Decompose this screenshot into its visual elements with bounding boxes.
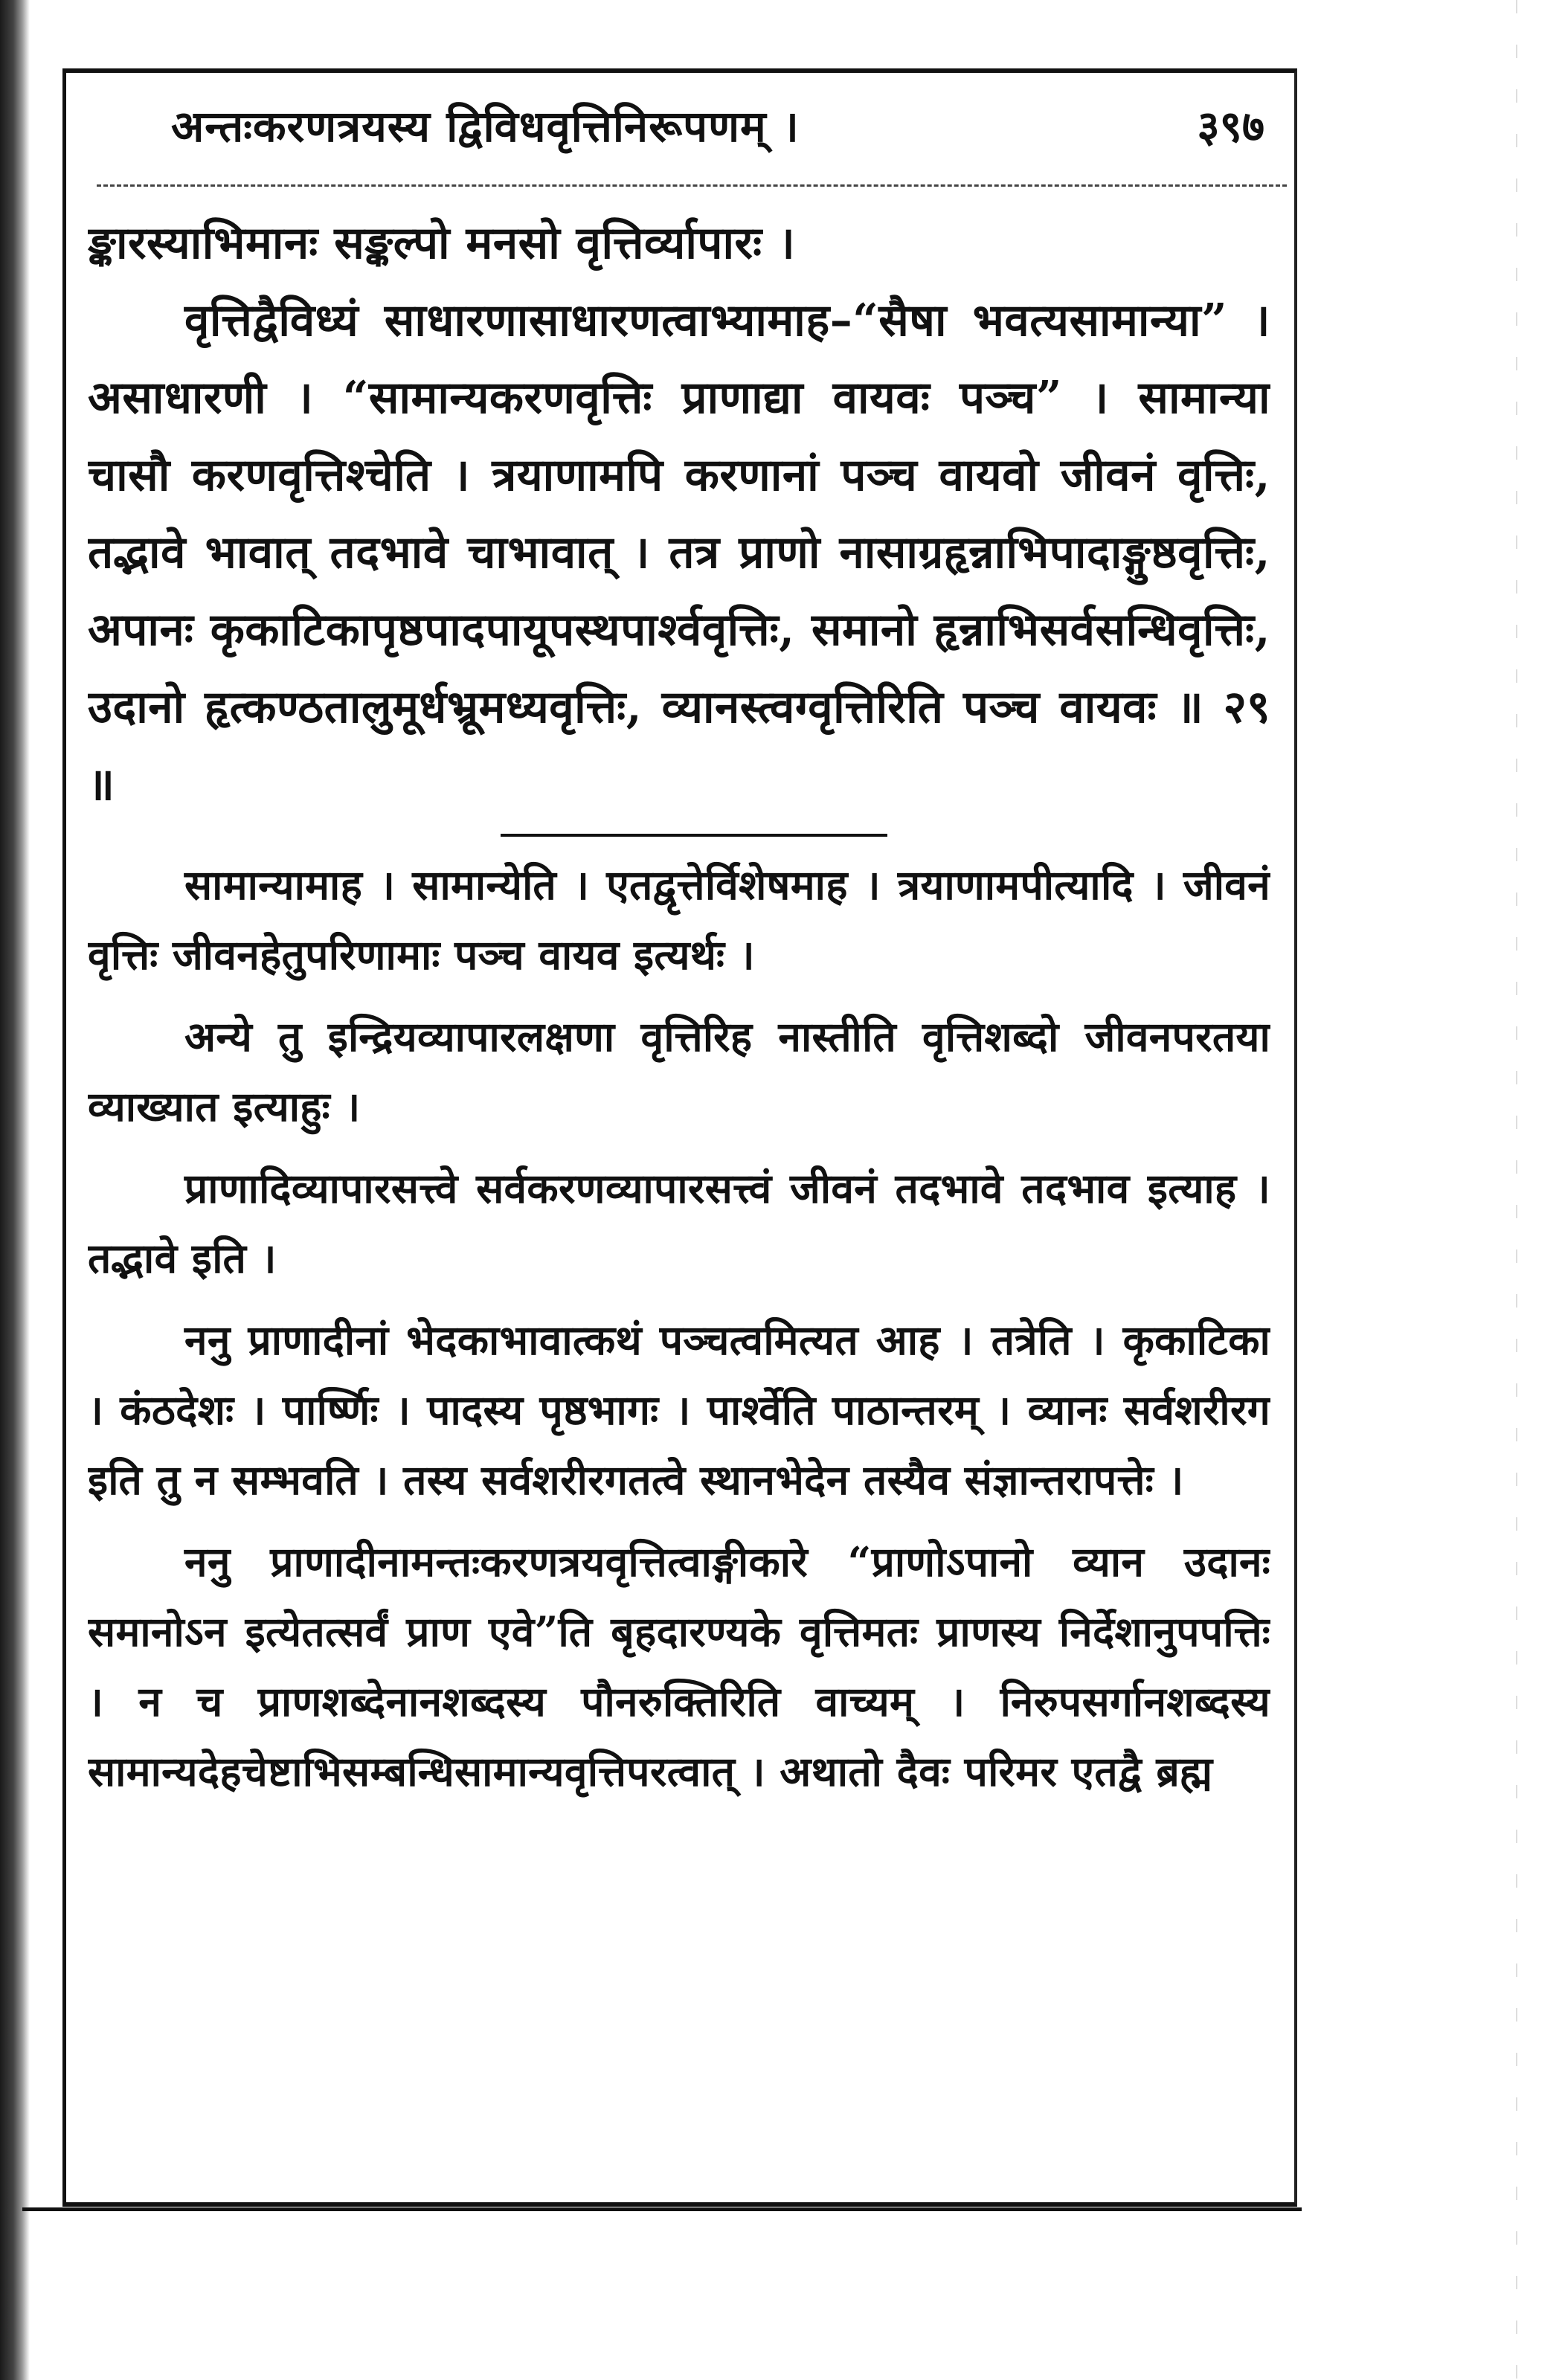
verse-line: वृत्तिद्वैविध्यं साधारणासाधारणत्वाभ्यामाह–“सैषा भवत्यसामान्या” । असाधारणी । “सामान्यकरणवृत्तिः प्राणाद्या वायवः पञ्च” । सामान्या चासौ करणवृत्तिश्चेति । त्रयाणामपि करणानां पञ्च वायवो जीवनं वृत्तिः, तद्भावे भावात् तदभावे चाभावात् । तत्र प्राणो नासाग्रहृन्नाभिपादाङ्गुष्ठवृत्तिः, अपानः कृकाटिकापृष्ठपादपायूपस्थपार्श्ववृत्तिः, समानो हृन्नाभिसर्वसन्धिवृत्तिः, उदानो हृत्कण्ठतालुमूर्धभ्रूमध्यवृत्तिः, व्यानस्त्वग्वृत्तिरिति पञ्च वायवः ॥ २९ ॥	[88, 295, 1270, 811]
verse-text	[88, 205, 1270, 823]
page-bottom-rule	[22, 2207, 1302, 2211]
running-title: अन्तःकरणत्रयस्य द्विविधवृत्तिनिरूपणम् ।	[171, 101, 800, 152]
commentary-paragraph: प्राणादिव्यापारसत्त्वे सर्वकरणव्यापारसत्त्वं जीवनं तदभावे तदभाव इत्याह । तद्भावे इति ।	[88, 1164, 1270, 1282]
scan-right-artifact	[1516, 0, 1517, 2380]
verse-line: ङ्कारस्याभिमानः सङ्कल्पो मनसो वृत्तिर्व्यापारः ।	[88, 217, 796, 269]
commentary-paragraph: ननु प्राणादीनामन्तःकरणत्रयवृत्तित्वाङ्गीकारे “प्राणोऽपानो व्यान उदानः समानोऽन इत्येतत्सर्वं प्राण एवे”ति बृहदारण्यके वृत्तिमतः प्राणस्य निर्देशानुपपत्तिः । न च प्राणशब्देनानशब्दस्य पौनरुक्तिरिति वाच्यम् । निरुपसर्गानशब्दस्य सामान्यदेहचेष्टाभिसम्बन्धिसामान्यवृत्तिपरत्वात् । अथातो दैवः परिमर एतद्वै ब्रह्म	[88, 1537, 1270, 1795]
commentary-paragraph: ननु प्राणादीनां भेदकाभावात्कथं पञ्चत्वमित्यत आह । तत्रेति । कृकाटिका । कंठदेशः । पार्ष्णिः । पादस्य पृष्ठभागः । पार्श्वेति पाठान्तरम् । व्यानः सर्वशरीरग इति तु न सम्भवति । तस्य सर्वशरीरगतत्वे स्थानभेदेन तस्यैव संज्ञान्तरापत्तेः ।	[88, 1316, 1270, 1504]
commentary	[88, 850, 1270, 1807]
commentary-paragraph: सामान्यामाह । सामान्येति । एतद्वृत्तेर्विशेषमाह । त्रयाणामपीत्यादि । जीवनं वृत्तिः जीवनहेतुपरिणामाः पञ्च वायव इत्यर्थः ।	[88, 861, 1270, 979]
commentary-paragraph: अन्ये तु इन्द्रियव्यापारलक्षणा वृत्तिरिह नास्तीति वृत्तिशब्दो जीवनपरतया व्याख्यात इत्याहुः ।	[88, 1012, 1270, 1130]
section-divider	[501, 834, 887, 837]
page-number: ३९७	[1197, 101, 1264, 152]
header-divider	[97, 184, 1287, 187]
page-body	[88, 205, 1270, 2183]
page-header	[89, 88, 1264, 162]
scan-left-edge	[0, 0, 30, 2380]
